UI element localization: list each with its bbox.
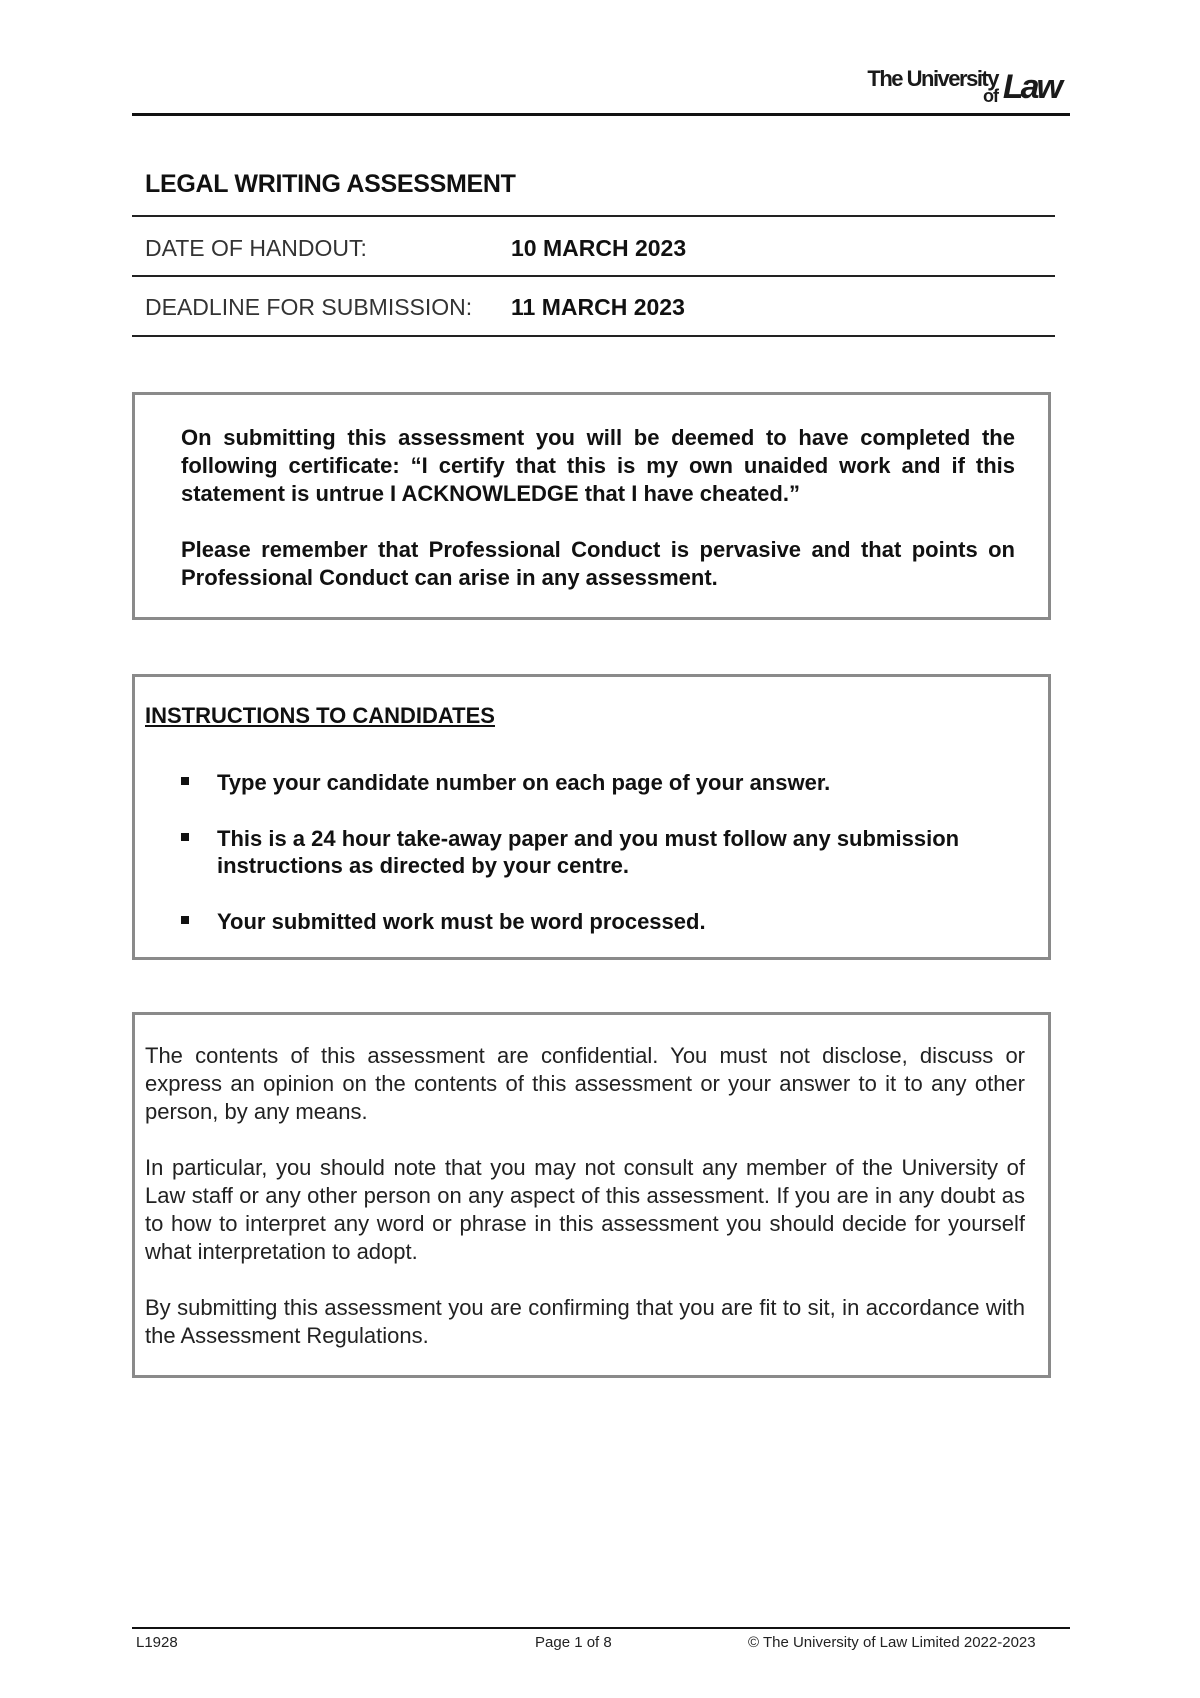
instruction-text: This is a 24 hour take-away paper and you must follow any submission instructions as directed by your centre. (217, 826, 960, 878)
confidentiality-text: The contents of this assessment are confidential. You must not disclose, discuss or express an opinion on the contents of this assessment or your answer to it to any other person, by any means. (145, 1043, 1025, 1124)
divider (132, 215, 1055, 217)
divider (132, 335, 1055, 337)
professional-conduct-note: Please remember that Professional Conduct is pervasive and that points on Professional Conduct can arise in any assessment. (181, 537, 1015, 590)
certificate-box (132, 392, 1051, 620)
page-title: LEGAL WRITING ASSESSMENT (145, 170, 516, 198)
bullet-icon (181, 833, 189, 841)
logo-line-3: Law (1002, 68, 1060, 106)
logo-line-1: The University (867, 66, 998, 91)
handout-label: DATE OF HANDOUT: (145, 235, 367, 261)
deadline-date: 11 MARCH 2023 (511, 294, 685, 320)
copyright: © The University of Law Limited 2022-2023 (748, 1634, 1036, 1651)
document-code: L1928 (136, 1634, 178, 1651)
instructions-heading: INSTRUCTIONS TO CANDIDATES (145, 703, 495, 728)
fit-to-sit-text: By submitting this assessment you are confirming that you are fit to sit, in accordance with the Assessment Regulations. (145, 1295, 1025, 1348)
page-number: Page 1 of 8 (535, 1634, 612, 1651)
staff-consult-text: In particular, you should note that you may not consult any member of the University of Law staff or any other person on any aspect of this assessment. If you are in any doubt as to how to interpret any word or phrase in this assessment you should decide for yourself what interpretation to adopt. (145, 1155, 1025, 1264)
deadline-label: DEADLINE FOR SUBMISSION: (145, 294, 473, 320)
header-divider (132, 113, 1070, 116)
handout-date: 10 MARCH 2023 (511, 235, 687, 261)
instruction-text: Type your candidate number on each page of your answer. (217, 770, 831, 795)
instruction-text: Your submitted work must be word processed. (217, 909, 706, 934)
confidentiality-box (132, 1012, 1051, 1378)
footer-divider (132, 1627, 1070, 1629)
divider (132, 275, 1055, 277)
bullet-icon (181, 777, 189, 785)
instructions-box (132, 674, 1051, 960)
logo-line-2: of (983, 86, 998, 106)
bullet-icon (181, 916, 189, 924)
university-logo (850, 62, 1060, 106)
certificate-text: On submitting this assessment you will be deemed to have completed the following certificate: “I certify that this is my own unaided work and if this statement is untrue I ACKNOWLEDGE that I have cheated.” (181, 425, 1015, 506)
